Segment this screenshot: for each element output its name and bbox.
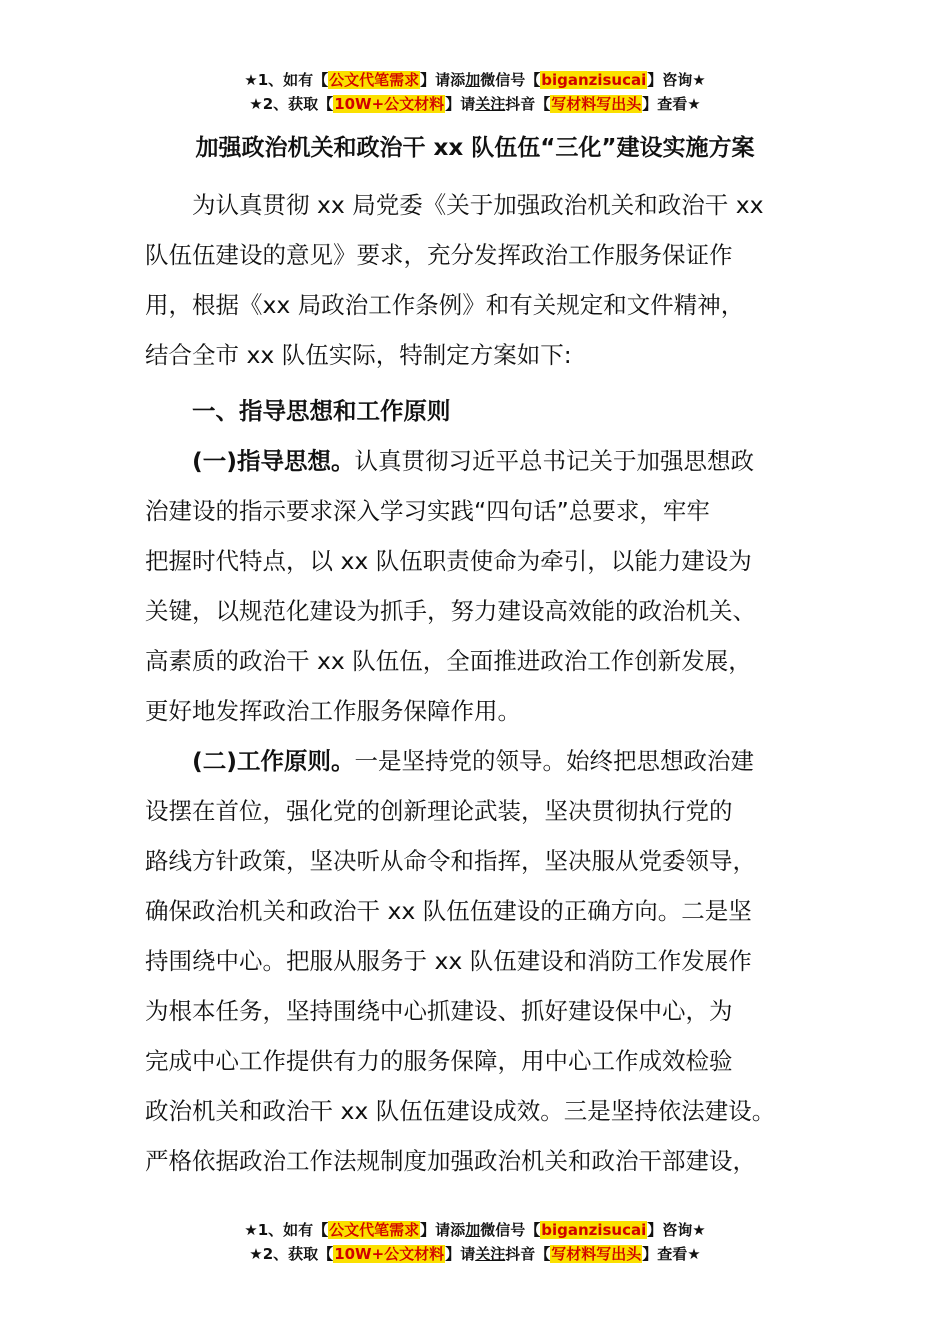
banner-text: 】请添 <box>420 1221 466 1239</box>
text-line <box>145 436 810 486</box>
bottom-banner <box>0 1218 950 1266</box>
text-line: 更好地发挥政治工作服务保障作用。 <box>145 697 521 725</box>
paragraph-lead: (二)工作原则。 <box>192 747 355 775</box>
text-fragment: 认真贯彻习近平总书记关于加强思想政 <box>354 447 754 475</box>
text-line <box>145 736 810 786</box>
banner-text: ★2、获取【 <box>249 95 334 113</box>
banner-text: ★2、获取【 <box>249 1245 334 1263</box>
banner-highlight: 10W+公文材料 <box>334 1245 445 1263</box>
banner-line-2 <box>0 1242 950 1266</box>
banner-text: 】请 <box>445 95 476 113</box>
banner-text: 】请 <box>445 1245 476 1263</box>
section-heading: 一、指导思想和工作原则 <box>192 397 451 425</box>
banner-wechat-id: biganzisucai <box>541 1221 647 1239</box>
document-body <box>145 180 810 1186</box>
banner-text: 微信号【 <box>480 71 541 89</box>
banner-line-1 <box>0 1218 950 1242</box>
intro-paragraph <box>145 180 810 380</box>
banner-text: 】查看★ <box>642 95 701 113</box>
banner-text: 】查看★ <box>642 1245 701 1263</box>
banner-text: 】请添 <box>420 71 466 89</box>
banner-highlight: 写材料写出头 <box>551 1245 642 1263</box>
text-line: 用，根据《xx 局政治工作条例》和有关规定和文件精神， <box>145 291 745 319</box>
paragraph-lead: (一)指导思想。 <box>192 447 355 475</box>
text-line: 政治机关和政治干 xx 队伍伍建设成效。三是坚持依法建设。 <box>145 1097 776 1125</box>
text-line: 严格依据政治工作法规制度加强政治机关和政治干部建设， <box>145 1147 756 1175</box>
text-line: 路线方针政策，坚决听从命令和指挥，坚决服从党委领导， <box>145 847 756 875</box>
text-line: 结合全市 xx 队伍实际，特制定方案如下: <box>145 341 572 369</box>
text-line: 设摆在首位，强化党的创新理论武装，坚决贯彻执行党的 <box>145 797 733 825</box>
text-line: 为根本任务，坚持围绕中心抓建设、抓好建设保中心，为 <box>145 997 733 1025</box>
text-line: 把握时代特点，以 xx 队伍职责使命为牵引，以能力建设为 <box>145 547 752 575</box>
text-line: 关键，以规范化建设为抓手，努力建设高效能的政治机关、 <box>145 597 756 625</box>
banner-underlined-text: 加 <box>465 1221 481 1239</box>
banner-text: 】咨询★ <box>647 71 706 89</box>
banner-underlined-text: 关注 <box>475 1245 506 1263</box>
text-line: 持围绕中心。把服从服务于 xx 队伍建设和消防工作发展作 <box>145 947 752 975</box>
banner-text: 抖音【 <box>505 1245 551 1263</box>
banner-text: ★1、如有【 <box>244 1221 329 1239</box>
banner-underlined-text: 关注 <box>475 95 506 113</box>
banner-highlight: 公文代笔需求 <box>329 71 420 89</box>
banner-text: 】咨询★ <box>647 1221 706 1239</box>
banner-highlight: 公文代笔需求 <box>329 1221 420 1239</box>
text-line: 治建设的指示要求深入学习实践“四句话”总要求，牢牢 <box>145 497 710 525</box>
banner-text: 抖音【 <box>505 95 551 113</box>
paragraph-guiding-thought <box>145 436 810 736</box>
text-line: 高素质的政治干 xx 队伍伍，全面推进政治工作创新发展， <box>145 647 752 675</box>
banner-line-2 <box>0 92 950 116</box>
top-banner <box>0 68 950 116</box>
banner-wechat-id: biganzisucai <box>541 71 647 89</box>
banner-highlight: 写材料写出头 <box>551 95 642 113</box>
text-line: 为认真贯彻 xx 局党委《关于加强政治机关和政治干 xx <box>192 191 764 219</box>
text-line: 确保政治机关和政治干 xx 队伍伍建设的正确方向。二是坚 <box>145 897 752 925</box>
banner-text: ★1、如有【 <box>244 71 329 89</box>
banner-highlight: 10W+公文材料 <box>334 95 445 113</box>
document-title: 加强政治机关和政治干 xx 队伍伍“三化”建设实施方案 <box>195 135 755 161</box>
text-fragment: 一是坚持党的领导。始终把思想政治建 <box>354 747 754 775</box>
banner-underlined-text: 加 <box>465 71 481 89</box>
text-line: 队伍伍建设的意见》要求，充分发挥政治工作服务保证作 <box>145 241 733 269</box>
text-line: 完成中心工作提供有力的服务保障，用中心工作成效检验 <box>145 1047 733 1075</box>
paragraph-work-principles <box>145 736 810 1186</box>
banner-text: 微信号【 <box>480 1221 541 1239</box>
banner-line-1 <box>0 68 950 92</box>
